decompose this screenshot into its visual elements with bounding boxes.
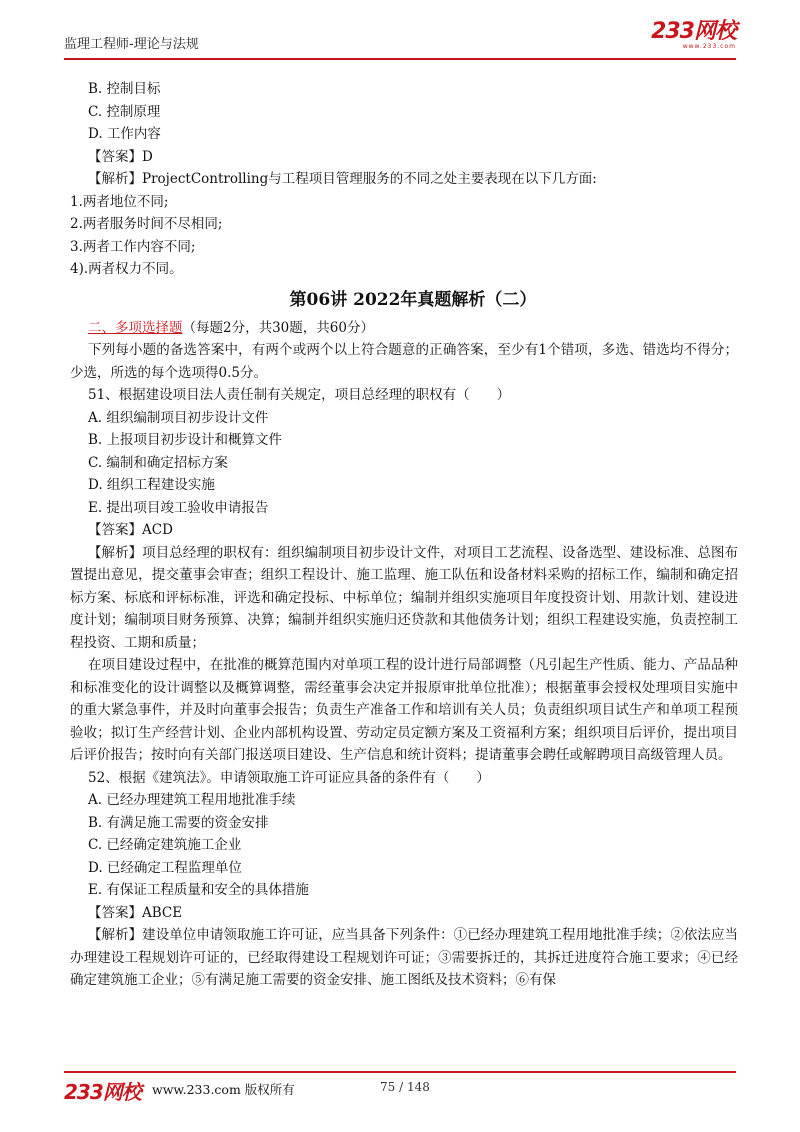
footer-divider: [64, 1071, 736, 1073]
section-title: 第06讲 2022年真题解析（二）: [289, 289, 537, 310]
option-d: D. 组织工程建设实施: [88, 477, 215, 493]
option-b: B. 有满足施工需要的资金安排: [88, 814, 269, 831]
option-a: A. 已经办理建筑工程用地批准手续: [88, 792, 296, 808]
option-d: D. 已经确定工程监理单位: [88, 859, 242, 876]
page-header: [0, 0, 800, 56]
answer: 【答案】D: [88, 148, 153, 165]
analysis-continued: 在项目建设过程中，在批准的概算范围内对单项工程的设计进行局部调整（凡引起生产性质、能力、产品品种和标准变化的设计调整以及概算调整，需经董事会决定并报原审批单位批准）；根据董事会授权处理项目实施中的重大紧急事件，并及时向董事会报告；负责生产准备工作和培训有关人员；负责组织项目试生产和单项工程预验收；拟订生产经营计划、企业内部机构设置、劳动定员定额方案及工资福利方案；组织项目后评价，提出项目后评价报告；按时向有关部门报送项目建设、生产信息和统计资料；提请董事会聘任或解聘项目高级管理人员。: [70, 657, 738, 763]
footer-copyright: www.233.com 版权所有: [152, 1082, 295, 1097]
analysis-point: 2.两者服务时间不尽相同;: [70, 216, 223, 232]
analysis: 【解析】建设单位申请领取施工许可证，应当具备下列条件：①已经办理建筑工程用地批准手续；②依法应当办理建设工程规划许可证的，已经取得建设工程规划许可证；③需要拆迁的，其拆迁进度符合施工要求；④已经确定建筑施工企业；⑤有满足施工需要的资金安排、施工图纸及技术资料；⑥有保: [70, 927, 738, 988]
question-stem: 51、根据建设项目法人责任制有关规定，项目总经理的职权有（ ）: [88, 387, 511, 403]
header-divider: [64, 58, 736, 60]
option-e: E. 有保证工程质量和安全的具体措施: [88, 882, 309, 898]
header-title: 监理工程师-理论与法规: [64, 37, 199, 52]
brand-logo-url: www.233.com: [682, 43, 736, 50]
option-c: C. 已经确定建筑施工企业: [88, 837, 242, 853]
analysis: 【解析】ProjectControlling与工程项目管理服务的不同之处主要表现在以下几方面:: [88, 171, 597, 187]
analysis-point: 1.两者地位不同;: [70, 193, 169, 210]
brand-logo-text: 233网校: [651, 19, 736, 44]
section-heading-label: 二、多项选择题: [88, 319, 183, 336]
option-a: A. 组织编制项目初步设计文件: [88, 409, 269, 426]
answer: 【答案】ABCE: [88, 904, 183, 921]
brand-logo: [586, 20, 736, 48]
analysis-point: 3.两者工作内容不同;: [70, 238, 196, 255]
option-b: B. 控制目标: [88, 81, 161, 97]
option-c: C. 控制原理: [88, 103, 161, 120]
option-e: E. 提出项目竣工验收申请报告: [88, 499, 269, 516]
section-heading: [88, 317, 738, 340]
option-b: B. 上报项目初步设计和概算文件: [88, 432, 283, 448]
answer: 【答案】ACD: [88, 522, 173, 538]
analysis-point: 4).两者权力不同。: [70, 261, 183, 277]
instructions: 下列每小题的备选答案中，有两个或两个以上符合题意的正确答案，至少有1个错项，多选、错选均不得分；少选，所选的每个选项得0.5分。: [70, 342, 738, 381]
footer-logo: 233网校: [64, 1080, 141, 1104]
analysis: 【解析】项目总经理的职权有：组织编制项目初步设计文件，对项目工艺流程、设备选型、建设标准、总图布置提出意见，提交董事会审查；组织工程设计、施工监理、施工队伍和设备材料采购的招标工作，编制和确定招标方案、标底和评标标准，评选和确定投标、中标单位；编制并组织实施项目年度投资计划、用款计划、建设进度计划；编制项目财务预算、决算；编制并组织实施归还贷款和其他债务计划；组织工程建设实施，负责控制工程投资、工期和质量；: [70, 544, 738, 651]
page-number: 75 / 148: [380, 1080, 430, 1094]
option-c: C. 编制和确定招标方案: [88, 454, 228, 471]
document-body: [70, 78, 738, 992]
section-heading-note: （每题2分，共30题，共60分）: [182, 319, 374, 336]
option-d: D. 工作内容: [88, 126, 161, 142]
question-stem: 52、根据《建筑法》。申请领取施工许可证应具备的条件有（ ）: [88, 769, 490, 786]
